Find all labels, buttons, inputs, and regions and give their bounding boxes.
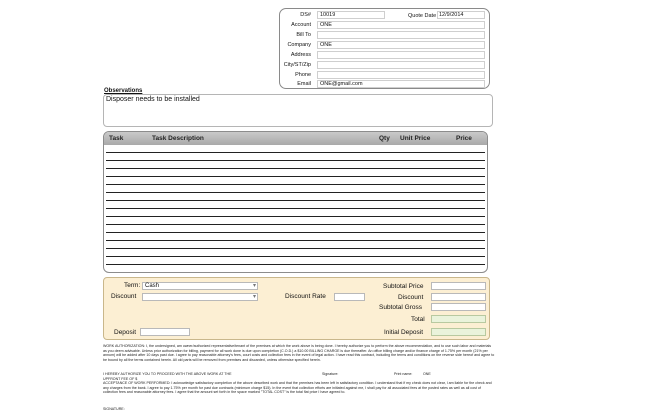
task-row[interactable] <box>106 217 485 225</box>
task-row[interactable] <box>106 169 485 177</box>
email-row <box>280 79 489 89</box>
print-name-value: ONE <box>423 372 431 376</box>
deposit-input[interactable] <box>140 328 190 336</box>
address-row <box>280 50 489 60</box>
city-field[interactable] <box>317 61 485 69</box>
discount-rate-input[interactable] <box>334 293 365 301</box>
discount-rate-label: Discount Rate <box>285 293 326 300</box>
col-unit-price: Unit Price <box>400 135 431 142</box>
phone-field[interactable] <box>317 71 485 79</box>
total-label: Total <box>411 316 425 323</box>
subtotal-gross-field <box>431 303 486 311</box>
account-label: Account <box>291 22 311 28</box>
signature-2-label: SIGNATURE: <box>103 407 125 411</box>
initial-deposit-field <box>431 328 486 336</box>
account-field[interactable]: ONE <box>317 21 485 29</box>
col-task-description: Task Description <box>152 135 204 142</box>
col-qty: Qty <box>379 135 390 142</box>
task-row[interactable] <box>106 153 485 161</box>
quote-date-field[interactable]: 12/9/2014 <box>437 11 485 19</box>
company-row <box>280 40 489 50</box>
hereby-authorize-text: I HEREBY AUTHORIZE YOU TO PROCEED WITH THE ABOVE WORK AT THE UPFRONT FEE OF $ <box>103 372 232 381</box>
company-field[interactable]: ONE <box>317 41 485 49</box>
bill-to-field[interactable] <box>317 31 485 39</box>
task-row[interactable] <box>106 225 485 233</box>
total-field <box>431 315 486 323</box>
email-label: Email <box>297 81 311 87</box>
observations-title: Observations <box>104 88 143 94</box>
discount-amount-label: Discount <box>398 294 424 301</box>
discount-select[interactable] <box>142 293 258 301</box>
task-row[interactable] <box>106 249 485 257</box>
city-row <box>280 60 489 70</box>
address-label: Address <box>290 52 311 58</box>
address-field[interactable] <box>317 51 485 59</box>
term-select[interactable]: Cash ▾ <box>142 282 258 290</box>
task-row[interactable] <box>106 161 485 169</box>
task-row[interactable] <box>106 193 485 201</box>
ds-row <box>280 10 489 20</box>
print-name-label: Print name: <box>394 372 413 376</box>
ds-number-field[interactable]: 10019 <box>317 11 385 19</box>
customer-info-panel <box>279 8 490 89</box>
work-authorization-text: WORK AUTHORIZATION: I, the undersigned, am owner/authorized representative/tenant of the premises at which the work above is being done. I hereby authorize you to perform the above recommendation, and to use such labor and materials as you deem advisable. Unless prior authorization for billing, payment for all work done is due upon completion (C.O.D.) a $10.00 BILLING CHARGE is due thereafter. An office billing charge and/or finance charge of 1.75% per month (21% per annum) will be added after 10 days past due. I agree to pay reasonable attorney's fees, court costs and collection fees in the event of legal action. I have read this contract, including the terms and conditions on the reverse side hereof and agree to be bound by all the terms contained herein. All old parts will be removed from premises and discarded, unless otherwise specified herein. <box>103 344 495 362</box>
subtotal-gross-label: Subtotal Gross <box>379 304 422 311</box>
observations-textarea[interactable]: Disposer needs to be installed <box>103 94 493 127</box>
task-row[interactable] <box>106 241 485 249</box>
deposit-label: Deposit <box>114 329 137 336</box>
task-row[interactable] <box>106 177 485 185</box>
city-label: City/ST/Zip <box>283 62 311 68</box>
task-row[interactable] <box>106 257 485 265</box>
phone-label: Phone <box>295 72 311 78</box>
email-field[interactable]: ONE@gmail.com <box>317 80 485 88</box>
discount-amount-field <box>431 293 486 301</box>
bill-to-label: Bill To <box>296 32 311 38</box>
initial-deposit-label: Initial Deposit <box>384 329 424 336</box>
quote-date-label: Quote Date <box>408 13 437 19</box>
col-task: Task <box>109 135 124 142</box>
task-table-header <box>104 132 487 145</box>
task-rows[interactable] <box>106 145 485 270</box>
acceptance-text: ACCEPTANCE OF WORK PERFORMED: I acknowledge satisfactory completion of the above described work and that the premises has been left in satisfactory condition. I understand that if my check does not clear, I am liable for the check and any charges from the bank. I agree to pay 1.75% per month for past due contracts (minimum charge $15). In the event that collection efforts are initiated against me, I shall pay for all associated fees at the posted rates as well as all cost of collection fees and reasonable attorney fees. I agree that the amount set forth in the space marked "TOTAL COST" is the total flat price I have agreed to. <box>103 381 492 395</box>
account-row <box>280 20 489 30</box>
task-row[interactable] <box>106 145 485 153</box>
task-row[interactable] <box>106 209 485 217</box>
ds-label: DS# <box>300 12 311 18</box>
bill-to-row <box>280 30 489 40</box>
totals-panel <box>103 277 490 340</box>
term-label: Term: <box>124 282 141 289</box>
task-row[interactable] <box>106 233 485 241</box>
task-row[interactable] <box>106 201 485 209</box>
signature-label: Signature: <box>322 372 339 376</box>
subtotal-price-field <box>431 282 486 290</box>
company-label: Company <box>287 42 311 48</box>
col-price: Price <box>456 135 472 142</box>
task-row[interactable] <box>106 185 485 193</box>
task-table <box>103 131 488 273</box>
subtotal-price-label: Subtotal Price <box>383 283 424 290</box>
discount-label: Discount <box>111 293 137 300</box>
